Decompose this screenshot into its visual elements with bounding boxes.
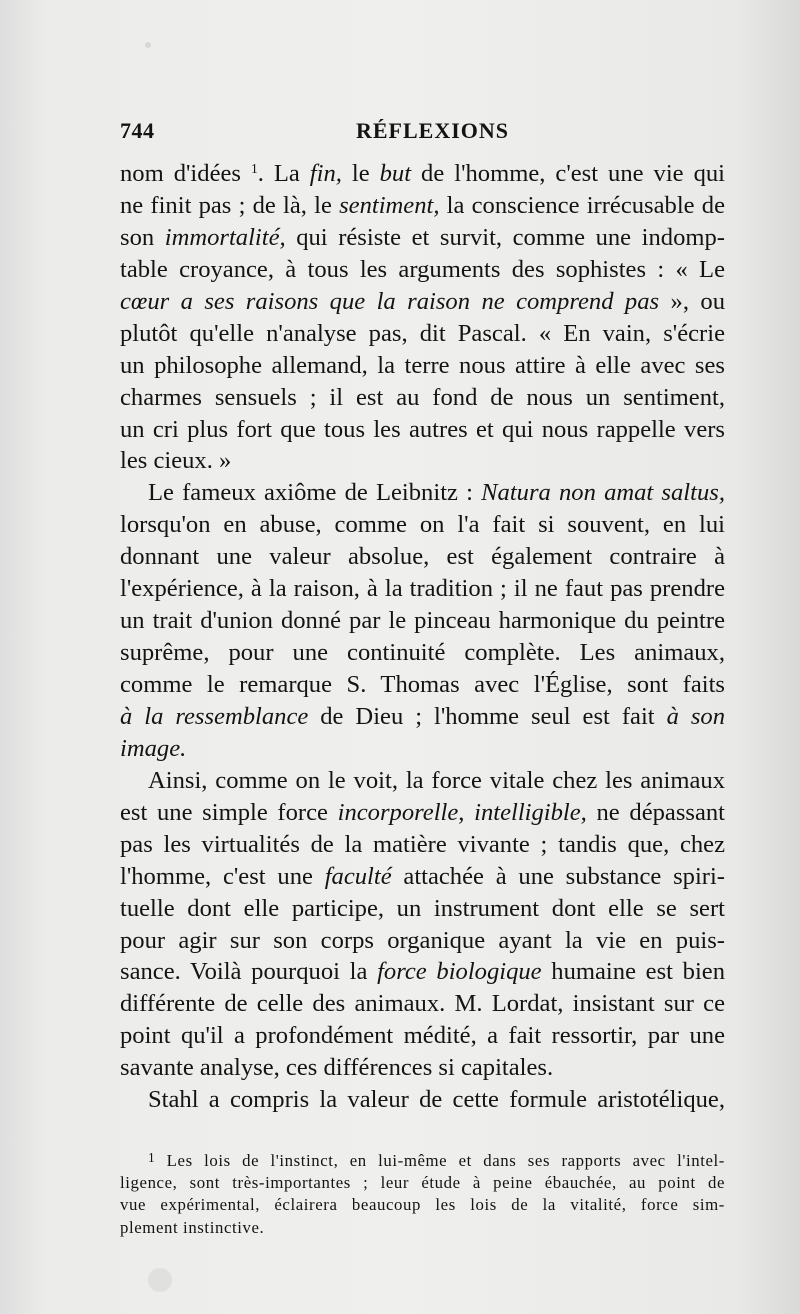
text-line [120, 1020, 725, 1052]
italic-text: faculté [324, 862, 392, 890]
text-run: pas les virtualités de la matière vivante ; tandis que, chez [120, 830, 725, 858]
text-run: savante analyse, ces différences si capitales. [120, 1054, 554, 1082]
italic-text: à son [666, 702, 725, 730]
text-run: comme le remarque S. Thomas avec l'Église, sont faits [120, 671, 725, 698]
text-line [120, 733, 725, 765]
text-run: l'expérience, à la raison, à la tradition ; il ne faut pas prendre [120, 575, 725, 603]
text-run: de l'homme, c'est une vie qui [411, 160, 726, 187]
text-line [120, 669, 725, 701]
text-line [120, 861, 725, 893]
italic-text: image. [120, 734, 187, 762]
text-run: point qu'il a profondément médité, a fait ressortir, par une [120, 1022, 725, 1050]
text-run: différente de celle des animaux. M. Lordat, insistant sur ce [120, 990, 725, 1018]
page-number: 744 [120, 118, 155, 143]
text-run: pour agir sur son corps organique ayant la vie en puis- [120, 926, 725, 954]
text-line [120, 573, 725, 605]
text-line [120, 956, 725, 988]
text-run: l'homme, c'est une [120, 862, 325, 890]
footnote-line [120, 1172, 725, 1194]
text-line [120, 988, 725, 1020]
text-run: suprême, pour une continuité complète. Les animaux, [120, 639, 725, 667]
text-run: Les lois de l'instinct, en lui-même et dans ses rapports avec l'intel- [155, 1151, 725, 1171]
text-run: qui résiste et survit, comme une indomp- [285, 223, 725, 251]
text-line [120, 829, 725, 861]
page-header [120, 118, 725, 152]
text-line [120, 254, 725, 286]
text-run: Stahl a compris la valeur de cette formule aristotélique, [148, 1086, 725, 1114]
text-line [120, 477, 725, 509]
text-line [120, 509, 725, 541]
italic-text: sentiment, [339, 191, 440, 219]
text-run: vue expérimental, éclairera beaucoup les lois de la vitalité, force sim- [120, 1195, 725, 1215]
text-line [120, 318, 725, 350]
text-line [120, 541, 725, 573]
text-line [120, 893, 725, 925]
text-run: son [120, 223, 165, 251]
text-run: plement instinctive. [120, 1217, 265, 1237]
footnote-line [120, 1217, 725, 1239]
text-run: un philosophe allemand, la terre nous attire à elle avec ses [120, 351, 725, 379]
text-run: un trait d'union donné par le pinceau harmonique du peintre [120, 607, 725, 635]
paper-spot [148, 1268, 172, 1292]
text-line [120, 1052, 725, 1084]
text-line [120, 158, 725, 190]
footnotes [120, 1147, 725, 1239]
text-run: », ou [659, 287, 725, 315]
italic-text: incorporelle, intelligible, [337, 798, 587, 826]
text-run: ne dépassant [586, 798, 726, 826]
text-line [120, 222, 725, 254]
text-run: lorsqu'on en abuse, comme on l'a fait si souvent, en lui [120, 511, 725, 539]
body-text [120, 158, 725, 1116]
text-line [120, 605, 725, 637]
italic-text: Natura non amat saltus, [481, 479, 725, 507]
text-run: de Dieu ; l'homme seul est fait [308, 702, 667, 730]
text-run: table croyance, à tous les arguments des sophistes : « Le [120, 255, 725, 283]
text-line [120, 382, 725, 414]
text-run: nom d'idées [120, 160, 251, 187]
italic-text: immortalité, [164, 223, 286, 251]
text-run: sance. Voilà pourquoi la [120, 958, 378, 986]
text-run: humaine est bien [541, 958, 726, 986]
text-run: un cri plus fort que tous les autres et qui nous rappelle vers [120, 415, 725, 443]
text-run: attachée à une substance spiri- [391, 862, 725, 890]
text-run: Le fameux axiôme de Leibnitz : [148, 479, 482, 507]
text-line [120, 286, 725, 318]
text-line [120, 701, 725, 733]
footnote-line [120, 1194, 725, 1216]
text-run: charmes sensuels ; il est au fond de nous un sentiment, [120, 383, 725, 411]
text-line [120, 1084, 725, 1116]
text-line [120, 190, 725, 222]
text-run: ligence, sont très-importantes ; leur étude à peine ébauchée, au point de [120, 1173, 725, 1193]
text-run: plutôt qu'elle n'analyse pas, dit Pascal. « En vain, s'écrie [120, 319, 725, 347]
text-run: la conscience irrécusable de [439, 191, 725, 219]
text-run: est une simple force [120, 798, 338, 826]
text-run: le [341, 160, 380, 187]
text-line [120, 445, 725, 477]
paper-spot [145, 42, 151, 48]
italic-text: cœur a ses raisons que la raison ne comprend pas [120, 287, 660, 315]
text-run: tuelle dont elle participe, un instrument dont elle se sert [120, 894, 725, 922]
footnote-marker: 1 [148, 1150, 156, 1165]
text-line [120, 797, 725, 829]
text-run: . La [257, 160, 310, 187]
text-line [120, 637, 725, 669]
italic-text: à la ressemblance [120, 702, 309, 730]
text-line [120, 925, 725, 957]
text-line [120, 765, 725, 797]
text-run: Ainsi, comme on le voit, la force vitale chez les animaux [148, 766, 725, 794]
running-head: RÉFLEXIONS [356, 118, 510, 143]
text-run: donnant une valeur absolue, est également contraire à [120, 543, 725, 571]
text-run: ne finit pas ; de là, le [120, 191, 340, 219]
text-run: les cieux. » [120, 447, 232, 475]
footnote-ref: 1 [250, 160, 258, 176]
footnote-line [120, 1147, 725, 1172]
italic-text: force biologique [377, 958, 542, 986]
text-line [120, 414, 725, 446]
italic-text: but [379, 160, 412, 187]
italic-text: fin, [309, 160, 342, 187]
text-line [120, 350, 725, 382]
